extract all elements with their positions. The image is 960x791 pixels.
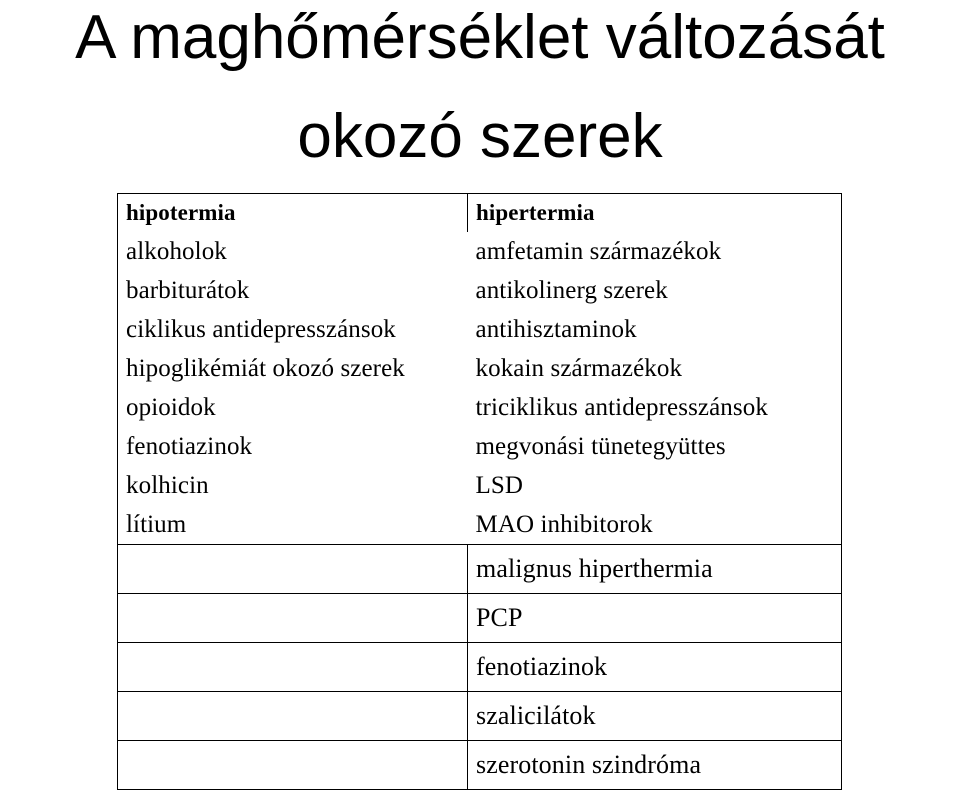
table-row <box>118 427 842 466</box>
table-row <box>118 388 842 427</box>
page-title <box>0 0 960 173</box>
table-row <box>118 349 842 388</box>
table-cell-right: malignus hiperthermia <box>468 545 842 594</box>
header-hipertermia: hipertermia <box>468 194 842 233</box>
table-cell-right: triciklikus antidepresszánsok <box>468 388 842 427</box>
table-cell-left: lítium <box>118 505 468 545</box>
table-cell-left <box>118 643 468 692</box>
table-cell-right: kokain származékok <box>468 349 842 388</box>
title-line-1: A maghőmérséklet változását <box>75 3 885 72</box>
table-cell-right: szerotonin szindróma <box>468 741 842 790</box>
table-cell-right: antihisztaminok <box>468 310 842 349</box>
table-cell-left: hipoglikémiát okozó szerek <box>118 349 468 388</box>
table-cell-right: fenotiazinok <box>468 643 842 692</box>
table-cell-right: megvonási tünetegyüttes <box>468 427 842 466</box>
table-cell-left <box>118 741 468 790</box>
table-cell-right: PCP <box>468 594 842 643</box>
table-row <box>118 505 842 545</box>
table-row <box>118 741 842 790</box>
table-cell-left: barbiturátok <box>118 271 468 310</box>
table-row <box>118 545 842 594</box>
table-cell-left <box>118 594 468 643</box>
table-row <box>118 232 842 271</box>
table-cell-right: LSD <box>468 466 842 505</box>
table-cell-left <box>118 692 468 741</box>
title-line-2: okozó szerek <box>297 102 663 171</box>
table-cell-left: alkoholok <box>118 232 468 271</box>
table-cell-left: ciklikus antidepresszánsok <box>118 310 468 349</box>
table-row <box>118 643 842 692</box>
table-row <box>118 594 842 643</box>
table-row <box>118 271 842 310</box>
table-cell-right: MAO inhibitorok <box>468 505 842 545</box>
table-cell-left <box>118 545 468 594</box>
table-cell-right: szalicilátok <box>468 692 842 741</box>
table-header-row <box>118 194 842 233</box>
table-row <box>118 310 842 349</box>
table-cell-right: antikolinerg szerek <box>468 271 842 310</box>
table-row <box>118 466 842 505</box>
table-cell-left: opioidok <box>118 388 468 427</box>
drug-table <box>117 193 842 790</box>
table-cell-left: kolhicin <box>118 466 468 505</box>
header-hipotermia: hipotermia <box>118 194 468 233</box>
table-row <box>118 692 842 741</box>
table-cell-right: amfetamin származékok <box>468 232 842 271</box>
table-cell-left: fenotiazinok <box>118 427 468 466</box>
